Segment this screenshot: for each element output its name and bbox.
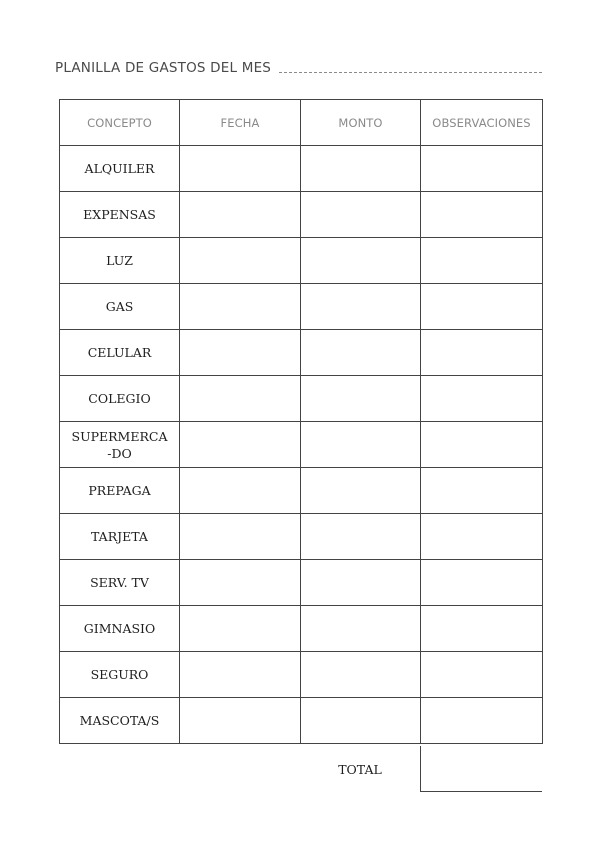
date-cell[interactable] (180, 376, 301, 422)
concept-cell-text: SUPERMERCA-DO (71, 428, 168, 461)
date-cell[interactable] (180, 606, 301, 652)
concept-cell: SEGURO (60, 652, 180, 698)
total-row (59, 746, 542, 792)
table-row (60, 514, 543, 560)
notes-cell[interactable] (421, 192, 543, 238)
total-amount-cell[interactable] (420, 746, 542, 792)
concept-cell: EXPENSAS (60, 192, 180, 238)
notes-cell[interactable] (421, 560, 543, 606)
date-cell[interactable] (180, 560, 301, 606)
column-header-observaciones: OBSERVACIONES (421, 100, 543, 146)
date-cell[interactable] (180, 468, 301, 514)
concept-cell: SERV. TV (60, 560, 180, 606)
notes-cell[interactable] (421, 514, 543, 560)
notes-cell[interactable] (421, 606, 543, 652)
notes-cell[interactable] (421, 330, 543, 376)
notes-cell[interactable] (421, 238, 543, 284)
page-title: PLANILLA DE GASTOS DEL MES (55, 60, 272, 76)
table-row (60, 606, 543, 652)
table-row (60, 698, 543, 744)
concept-cell: ALQUILER (60, 146, 180, 192)
concept-cell: LUZ (60, 238, 180, 284)
column-header-fecha: FECHA (180, 100, 301, 146)
table-row (60, 146, 543, 192)
date-cell[interactable] (180, 514, 301, 560)
column-header-concepto: CONCEPTO (60, 100, 180, 146)
concept-cell: GIMNASIO (60, 606, 180, 652)
date-cell[interactable] (180, 146, 301, 192)
expense-table (59, 99, 543, 744)
notes-cell[interactable] (421, 698, 543, 744)
date-cell[interactable] (180, 284, 301, 330)
sheet-header (55, 57, 542, 77)
table-row (60, 284, 543, 330)
amount-cell[interactable] (301, 468, 421, 514)
date-cell[interactable] (180, 652, 301, 698)
notes-cell[interactable] (421, 284, 543, 330)
date-cell[interactable] (180, 698, 301, 744)
table-header-row (60, 100, 543, 146)
table-row (60, 560, 543, 606)
table-row (60, 468, 543, 514)
notes-cell[interactable] (421, 652, 543, 698)
table-row (60, 376, 543, 422)
table-row (60, 238, 543, 284)
date-cell[interactable] (180, 192, 301, 238)
notes-cell[interactable] (421, 376, 543, 422)
notes-cell[interactable] (421, 422, 543, 468)
amount-cell[interactable] (301, 606, 421, 652)
amount-cell[interactable] (301, 192, 421, 238)
amount-cell[interactable] (301, 238, 421, 284)
date-cell[interactable] (180, 330, 301, 376)
table-row (60, 192, 543, 238)
column-header-monto: MONTO (301, 100, 421, 146)
concept-cell (60, 422, 180, 468)
date-cell[interactable] (180, 422, 301, 468)
amount-cell[interactable] (301, 330, 421, 376)
month-blank-line[interactable] (279, 72, 542, 73)
concept-cell: COLEGIO (60, 376, 180, 422)
amount-cell[interactable] (301, 560, 421, 606)
table-row (60, 422, 543, 468)
amount-cell[interactable] (301, 146, 421, 192)
table-row (60, 652, 543, 698)
concept-cell: MASCOTA/S (60, 698, 180, 744)
amount-cell[interactable] (301, 376, 421, 422)
concept-cell: CELULAR (60, 330, 180, 376)
total-label: TOTAL (338, 761, 382, 777)
concept-cell: PREPAGA (60, 468, 180, 514)
concept-cell: GAS (60, 284, 180, 330)
amount-cell[interactable] (301, 652, 421, 698)
amount-cell[interactable] (301, 284, 421, 330)
date-cell[interactable] (180, 238, 301, 284)
notes-cell[interactable] (421, 146, 543, 192)
amount-cell[interactable] (301, 514, 421, 560)
concept-cell: TARJETA (60, 514, 180, 560)
amount-cell[interactable] (301, 422, 421, 468)
table-row (60, 330, 543, 376)
notes-cell[interactable] (421, 468, 543, 514)
amount-cell[interactable] (301, 698, 421, 744)
